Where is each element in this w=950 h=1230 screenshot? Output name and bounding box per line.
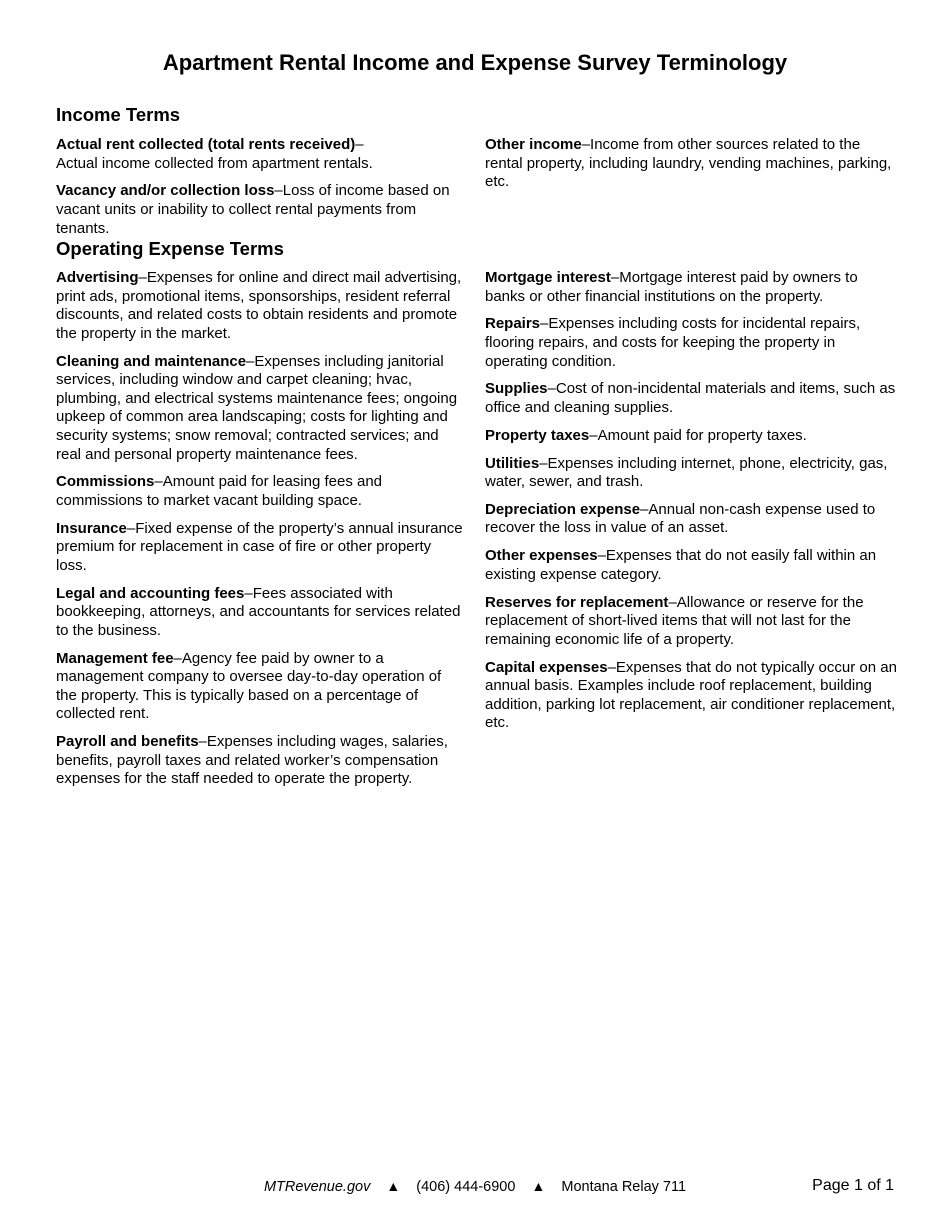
term-definition: Expenses including janitorial services, including window and carpet cleaning; hvac, plumbing, and electrical systems maintenance fees; ongoing upkeep of common area landscaping; costs for lighting and security systems; snow removal; contracted services; and real and personal property maintenance fees. (56, 352, 458, 463)
term-name: Repairs (485, 315, 541, 333)
term-name: Commissions (56, 473, 155, 491)
term-definition: Expenses including wages, salaries, benefits, payroll taxes and related worker’s compensation expenses for the staff needed to operate the property. (56, 733, 448, 788)
term-entry: Legal and accounting fees–Fees associated with bookkeeping, attorneys, and accountants for services related to the business. (56, 584, 461, 639)
term-entry: Cleaning and maintenance–Expenses including janitorial services, including window and carpet cleaning; hvac, plumbing, and electrical systems maintenance fees; ongoing upkeep of common area landscaping; costs for lighting and security systems; snow removal; contracted services; and real and personal property maintenance fees. (56, 352, 458, 463)
term-name: Vacancy and/or collection loss (56, 182, 275, 200)
term-entry: Vacancy and/or collection loss–Loss of income based on vacant units or inability to collect rental payments from tenants. (56, 182, 450, 237)
term-entry: Reserves for replacement–Allowance or reserve for the replacement of short-lived items that will not last for the remaining economic life of a property. (485, 593, 864, 648)
term-name: Insurance (56, 519, 127, 537)
footer (0, 1178, 950, 1195)
term-name: Advertising (56, 269, 139, 286)
phone-number: (406) 444-6900 (416, 1179, 516, 1195)
triangle-separator-icon: ▲ (531, 1178, 546, 1194)
term-definition: Amount paid for property taxes. (597, 426, 807, 444)
income-terms-heading: Income Terms (56, 104, 181, 125)
term-definition: Income from other sources related to the rental property, including laundry, vending machines, parking, etc. (485, 136, 892, 191)
term-definition: Expenses including costs for incidental repairs, flooring repairs, and costs for keeping the property in operating condition. (485, 315, 861, 370)
term-definition: Actual income collected from apartment rentals. (56, 154, 373, 172)
term-definition: Cost of non-incidental materials and items, such as office and cleaning supplies. (485, 380, 896, 416)
term-entry: Insurance–Fixed expense of the property’s annual insurance premium for replacement in case of fire or other property loss. (56, 519, 463, 574)
term-entry: Mortgage interest–Mortgage interest paid by owners to banks or other financial institutions on the property. (485, 269, 858, 305)
term-entry: Depreciation expense–Annual non-cash expense used to recover the loss in value of an asset. (485, 500, 876, 537)
term-entry: Utilities–Expenses including internet, phone, electricity, gas, water, sewer, and trash. (485, 454, 888, 491)
triangle-separator-icon: ▲ (386, 1178, 401, 1194)
term-definition: Fees associated with bookkeeping, attorneys, and accountants for services related to the business. (56, 584, 461, 639)
expense-right-column (485, 269, 897, 742)
relay-service: Montana Relay 711 (561, 1179, 687, 1195)
term-definition: Agency fee paid by owner to a management company to oversee day-to-day operation of the property. This is typically based on a percentage of collected rent. (56, 649, 442, 723)
term-name: Legal and accounting fees (56, 584, 245, 602)
term-entry: Advertising–Expenses for online and direct mail advertising, print ads, promotional items, sponsorships, resident referral discounts, and related costs to obtain residents and promote the property in the market. (56, 269, 462, 342)
term-name: Other income (485, 136, 582, 153)
term-entry: Supplies–Cost of non-incidental materials and items, such as office and cleaning supplies. (485, 380, 896, 416)
term-definition: Loss of income based on vacant units or inability to collect rental payments from tenants. (56, 182, 450, 237)
website-link[interactable]: MTRevenue.gov (263, 1179, 371, 1195)
term-entry: Capital expenses–Expenses that do not typically occur on an annual basis. Examples include roof replacement, building addition, parking lot replacement, air conditioner replacement, etc. (485, 658, 897, 732)
term-definition: Allowance or reserve for the replacement of short-lived items that will not last for the remaining economic life of a property. (485, 593, 864, 648)
expense-left-column (56, 269, 466, 798)
term-name: Mortgage interest (485, 269, 611, 286)
term-definition: Expenses including internet, phone, electricity, gas, water, sewer, and trash. (485, 454, 888, 491)
term-name: Depreciation expense (485, 500, 641, 518)
term-entry: Commissions–Amount paid for leasing fees and commissions to market vacant building space. (56, 473, 383, 509)
term-name: Management fee (56, 649, 174, 667)
term-name: Property taxes (485, 426, 590, 444)
page-number: Page 1 of 1 (812, 1177, 894, 1194)
term-entry: Property taxes–Amount paid for property taxes. (485, 426, 807, 444)
term-name: Reserves for replacement (485, 593, 669, 611)
page-title: Apartment Rental Income and Expense Survey Terminology (162, 50, 788, 75)
term-entry: Other expenses–Expenses that do not easily fall within an existing expense category. (485, 547, 877, 583)
term-entry: Repairs–Expenses including costs for incidental repairs, flooring repairs, and costs for keeping the property in operating condition. (485, 315, 861, 370)
term-name: Actual rent collected (total rents received) (56, 136, 356, 153)
term-entry: Management fee–Agency fee paid by owner to a management company to oversee day-to-day operation of the property. This is typically based on a percentage of collected rent. (56, 649, 442, 723)
term-definition: Mortgage interest paid by owners to banks or other financial institutions on the property. (485, 269, 858, 305)
income-right-column (485, 136, 897, 201)
term-definition: Fixed expense of the property’s annual insurance premium for replacement in case of fire or other property loss. (56, 519, 463, 574)
term-definition: Annual non-cash expense used to recover the loss in value of an asset. (485, 500, 876, 537)
term-definition: Expenses that do not easily fall within an existing expense category. (485, 547, 877, 583)
term-name: Other expenses (485, 547, 598, 565)
term-name: Capital expenses (485, 658, 608, 676)
term-name: Cleaning and maintenance (56, 352, 247, 370)
term-entry: Other income–Income from other sources related to the rental property, including laundry, vending machines, parking, etc. (485, 136, 892, 191)
term-definition: Amount paid for leasing fees and commissions to market vacant building space. (56, 473, 383, 509)
term-entry: Payroll and benefits–Expenses including wages, salaries, benefits, payroll taxes and related worker’s compensation expenses for the staff needed to operate the property. (56, 733, 448, 788)
income-left-column (56, 136, 466, 247)
term-definition: Expenses for online and direct mail advertising, print ads, promotional items, sponsorships, resident referral discounts, and related costs to obtain residents and promote the property in the market. (56, 269, 462, 342)
term-name: Payroll and benefits (56, 733, 199, 751)
term-name: Supplies (485, 380, 548, 398)
term-definition: Expenses that do not typically occur on an annual basis. Examples include roof replacement, building addition, parking lot replacement, air conditioner replacement, etc. (485, 658, 897, 732)
operating-expense-terms-heading: Operating Expense Terms (56, 238, 284, 259)
term-name: Utilities (485, 454, 540, 472)
term-entry: Actual rent collected (total rents received)– Actual income collected from apartment rentals. (56, 136, 373, 172)
